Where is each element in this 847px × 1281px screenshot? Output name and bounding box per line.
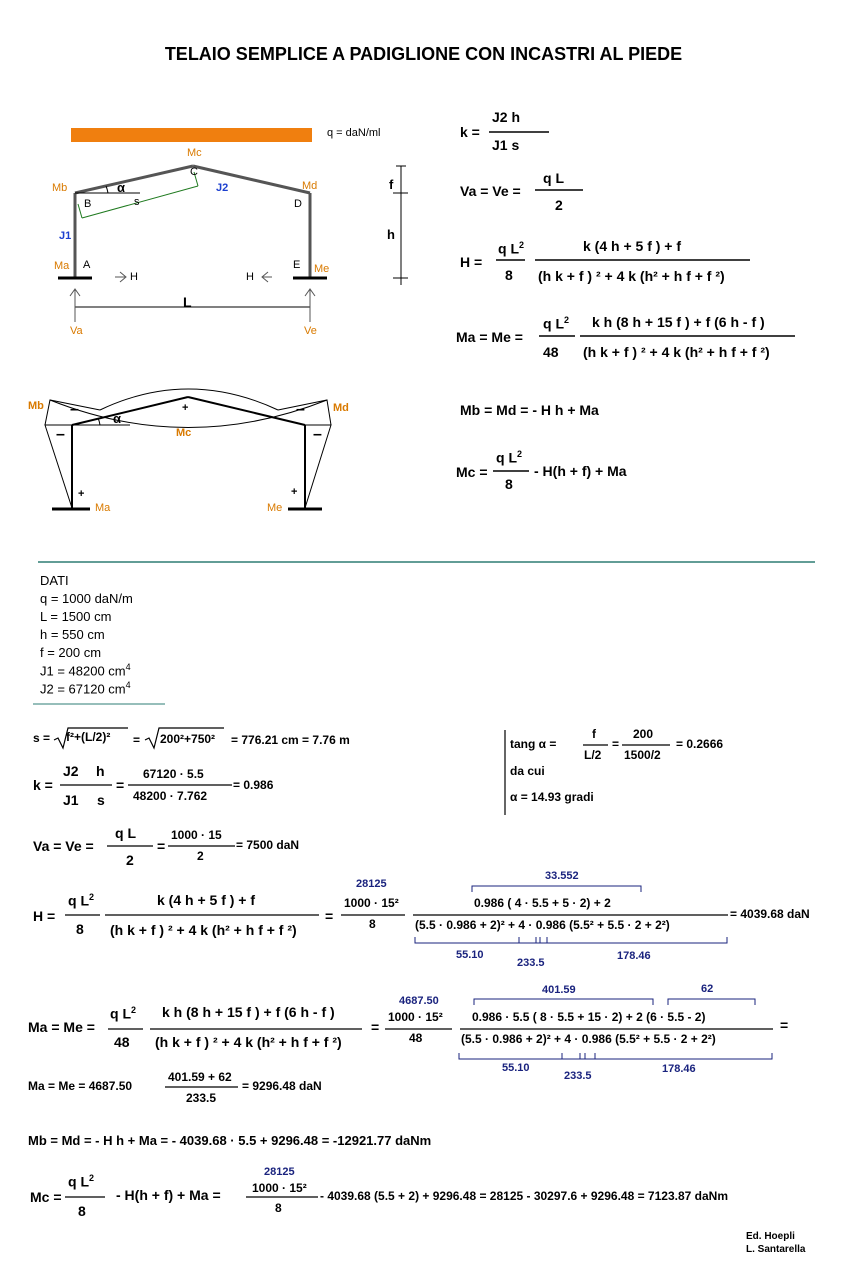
h-label: h (387, 227, 395, 242)
j1-label: J1 (59, 230, 72, 242)
formula-h-lhs: H = (460, 254, 483, 270)
mc-moment-label: Mc (176, 427, 192, 439)
mb-label: Mb (52, 182, 68, 194)
calc-k-den2: s (97, 792, 105, 808)
calc-tang-num: f (592, 727, 596, 741)
dati-j2: J2 = 67120 cm (40, 681, 126, 697)
formula-va-lhs: Va = Ve = (460, 183, 521, 199)
calc-ma-b2: 233.5 (564, 1070, 592, 1082)
l-label: L (183, 294, 192, 310)
dati-l: L = 1500 cm (40, 609, 112, 624)
s-dimension-line (82, 186, 198, 218)
dati-header: DATI (40, 573, 69, 588)
calc-ma-fnum: 0.986 · 5.5 ( 8 · 5.5 + 15 · 2) + 2 (6 · 5.5 - 2) (472, 1010, 706, 1024)
calc-h-a-den: 8 (76, 921, 84, 937)
load-label: q = daN/ml (327, 127, 381, 139)
calc-h-b1: 55.10 (456, 949, 484, 961)
formula-h-den: (h k + f ) ² + 4 k (h² + h f + f ²) (538, 268, 725, 284)
calc-tang-den2: 1500/2 (624, 748, 661, 762)
alpha-label-2: α (113, 411, 121, 426)
md-moment-label: Md (333, 402, 349, 414)
calc-ma2-num: 401.59 + 62 (168, 1070, 232, 1084)
calc-ma-brace2: 62 (701, 983, 714, 995)
calc-va-num: q L (115, 825, 136, 841)
sign-plus-3: + (291, 486, 298, 498)
calc-ma-cnum: 1000 · 15² (388, 1010, 443, 1024)
calc-tang-lhs: tang α = (510, 737, 557, 751)
calc-s-res: = 776.21 cm = 7.76 m (231, 733, 350, 747)
h-force-left: H (130, 271, 138, 283)
calc-k-cden: 48200 · 7.762 (133, 789, 208, 803)
calc-k-num: J2 (63, 763, 79, 779)
calc-ma-b3: 178.46 (662, 1063, 696, 1075)
calc-h-b3: 178.46 (617, 950, 651, 962)
calc-ma-eq-end: = (780, 1017, 789, 1033)
calc-ma-b1: 55.10 (502, 1062, 530, 1074)
calc-ma-fden: (5.5 · 0.986 + 2)² + 4 · 0.986 (5.5² + 5.5 · 2 + 2²) (461, 1032, 716, 1046)
node-b-label: B (84, 198, 92, 210)
moment-diagram-frame (72, 397, 305, 508)
node-c-label: C (190, 166, 198, 178)
calc-h-b2: 233.5 (517, 957, 545, 969)
calc-ma-cden: 48 (409, 1031, 423, 1045)
calc-va-cnum: 1000 · 15 (171, 828, 222, 842)
calc-s-lhs: s = (33, 731, 51, 745)
sign-minus-2: – (296, 401, 305, 418)
calc-h-cden: 8 (369, 917, 376, 931)
formula-mc-rest: - H(h + f) + Ma (534, 463, 627, 479)
calc-k-lhs: k = (33, 777, 53, 793)
formula-va-num: q L (543, 170, 564, 186)
s-label: s (134, 196, 140, 208)
formula-ma-a-den: 48 (543, 344, 559, 360)
formula-k-lhs: k = (460, 124, 480, 140)
sign-plus-1: + (182, 402, 189, 414)
h-force-right: H (246, 271, 254, 283)
calc-h-brace: 33.552 (545, 870, 579, 882)
calc-da-cui: da cui (510, 764, 545, 778)
calc-va-res: = 7500 daN (236, 838, 300, 852)
calc-ma2-res: = 9296.48 daN (242, 1079, 322, 1093)
dati-q: q = 1000 daN/m (40, 591, 133, 606)
dati-j1-exp: 4 (125, 662, 131, 672)
calc-ma-a-num: q L (110, 1005, 131, 1022)
calc-mc-lhs: Mc = (30, 1189, 62, 1205)
calc-mc-res: - 4039.68 (5.5 + 2) + 9296.48 = 28125 - 30297.6 + 9296.48 = 7123.87 daNm (320, 1189, 728, 1203)
calc-mc-mid: - H(h + f) + Ma = (116, 1187, 221, 1203)
formula-h-a-num: q L (498, 240, 519, 257)
calc-k-num2: h (96, 763, 105, 779)
sign-minus-4: – (313, 426, 322, 443)
calc-h-fden: (5.5 · 0.986 + 2)² + 4 · 0.986 (5.5² + 5.5 · 2 + 2²) (415, 918, 670, 932)
ve-label: Ve (304, 325, 317, 337)
j2-label: J2 (216, 182, 229, 194)
formula-mb: Mb = Md = - H h + Ma (460, 402, 599, 418)
calc-mc-den: 8 (78, 1203, 86, 1219)
calc-ma-lhs: Ma = Me = (28, 1019, 95, 1035)
credit-publisher: Ed. Hoepli (746, 1231, 795, 1242)
calc-h-num: k (4 h + 5 f ) + f (157, 892, 256, 908)
mb-moment-label: Mb (28, 400, 44, 412)
calc-va-den: 2 (126, 852, 134, 868)
dati-h: h = 550 cm (40, 627, 105, 642)
mc-label: Mc (187, 147, 202, 159)
calc-mc-num: q L (68, 1173, 89, 1190)
node-a-label: A (83, 259, 91, 271)
md-label: Md (302, 180, 318, 192)
calc-s-rad2: 200²+750² (160, 732, 216, 746)
formula-k-den: J1 s (492, 137, 520, 153)
credit-author: L. Santarella (746, 1244, 806, 1255)
calc-ma-top: 4687.50 (399, 995, 439, 1007)
frame-structure (75, 166, 310, 278)
calc-tang-res: = 0.2666 (676, 737, 724, 751)
calc-tang-den: L/2 (584, 748, 602, 762)
calc-ma-den: (h k + f ) ² + 4 k (h² + h f + f ²) (155, 1034, 342, 1050)
ma-moment-label: Ma (95, 502, 111, 514)
calc-mc-cnum: 1000 · 15² (252, 1181, 307, 1195)
calc-h-top: 28125 (356, 878, 387, 890)
calc-s-eq: = (133, 733, 141, 747)
calc-va-cden: 2 (197, 849, 204, 863)
formula-ma-a-num: q L (543, 315, 564, 332)
calc-ma2-lhs: Ma = Me = 4687.50 (28, 1079, 133, 1093)
calc-k-den: J1 (63, 792, 79, 808)
calc-ma-brace1: 401.59 (542, 984, 576, 996)
alpha-label: α (117, 180, 125, 195)
calc-k-cnum: 67120 · 5.5 (143, 767, 204, 781)
calc-h-a-num: q L (68, 892, 89, 909)
formula-mc-den: 8 (505, 476, 513, 492)
dati-j1: J1 = 48200 cm (40, 663, 126, 679)
calc-va-lhs: Va = Ve = (33, 838, 94, 854)
calc-mc-cden: 8 (275, 1201, 282, 1215)
formula-ma-num: k h (8 h + 15 f ) + f (6 h - f ) (592, 314, 765, 330)
dati-j2-exp: 4 (125, 680, 131, 690)
formula-mc-lhs: Mc = (456, 464, 488, 480)
ma-label: Ma (54, 260, 70, 272)
calc-ma-a-den: 48 (114, 1034, 130, 1050)
calc-h-den: (h k + f ) ² + 4 k (h² + h f + f ²) (110, 922, 297, 938)
me-label: Me (314, 263, 330, 275)
formula-mc-num: q L (496, 449, 517, 466)
calc-k-res: = 0.986 (233, 778, 274, 792)
calc-mb: Mb = Md = - H h + Ma = - 4039.68 · 5.5 + 9296.48 = -12921.77 daNm (28, 1133, 432, 1148)
node-d-label: D (294, 198, 302, 210)
calc-tang-num2: 200 (633, 727, 654, 741)
calc-h-cnum: 1000 · 15² (344, 896, 399, 910)
calc-alpha-res: α = 14.93 gradi (510, 790, 594, 804)
me-moment-label: Me (267, 502, 283, 514)
calc-ma-num: k h (8 h + 15 f ) + f (6 h - f ) (162, 1004, 335, 1020)
page-title: TELAIO SEMPLICE A PADIGLIONE CON INCASTRI AL PIEDE (164, 44, 683, 64)
calc-h-res: = 4039.68 daN (730, 907, 810, 921)
sign-minus-3: – (56, 426, 65, 443)
formula-va-den: 2 (555, 197, 563, 213)
formula-h-a-den: 8 (505, 267, 513, 283)
formula-h-num: k (4 h + 5 f ) + f (583, 238, 682, 254)
calc-h-fnum: 0.986 ( 4 · 5.5 + 5 · 2) + 2 (474, 896, 611, 910)
calc-s-rad1: f²+(L/2)² (66, 730, 111, 744)
calc-mc-top: 28125 (264, 1166, 295, 1178)
distributed-load-bar (71, 128, 312, 142)
sign-plus-2: + (78, 488, 85, 500)
formula-ma-den: (h k + f ) ² + 4 k (h² + h f + f ²) (583, 344, 770, 360)
formula-ma-lhs: Ma = Me = (456, 329, 523, 345)
f-label: f (389, 177, 394, 192)
node-e-label: E (293, 259, 301, 271)
calc-ma2-den: 233.5 (186, 1091, 217, 1105)
formula-k-num: J2 h (492, 109, 521, 125)
sign-minus-1: – (70, 401, 79, 418)
va-label: Va (70, 325, 83, 337)
dati-f: f = 200 cm (40, 645, 102, 660)
